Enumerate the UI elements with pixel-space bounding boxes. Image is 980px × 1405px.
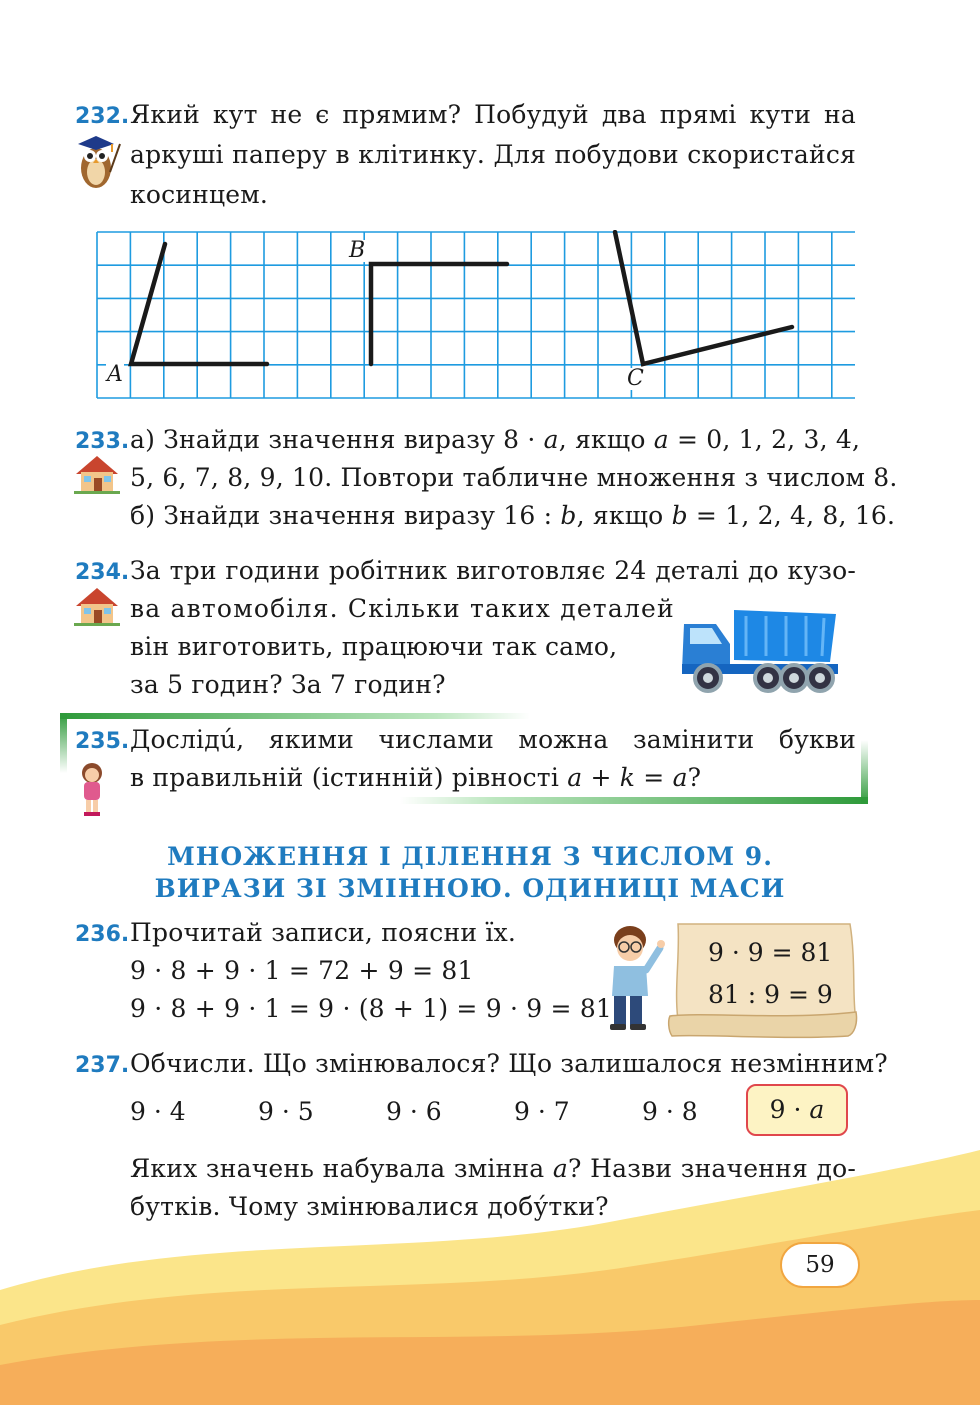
house-icon <box>74 586 120 626</box>
task-number: 235. <box>75 729 130 754</box>
task-232-line-1: Який кут не є прямим? Побудуй два прямі кути на <box>130 100 856 129</box>
task-number: 232. <box>75 104 130 129</box>
task-235-line-1: Дослідú, якими числами можна замінити букви <box>130 725 856 754</box>
angle-label-a: A <box>107 362 123 387</box>
angle-label-b: B <box>349 238 366 263</box>
expression-5: 9 · 8 <box>642 1097 698 1126</box>
frame-right-bar <box>861 740 868 804</box>
task-235-line-2: в правильній (істинній) рівності a + k = a? <box>130 763 702 792</box>
section-title-line-2: ВИРАЗИ ЗІ ЗМІННОЮ. ОДИНИЦІ МАСИ <box>154 874 786 903</box>
expression-4: 9 · 7 <box>514 1097 570 1126</box>
task-237-intro: Обчисли. Що змінювалося? Що залишалося незмінним? <box>130 1049 888 1078</box>
task-237-question-2: бутків. Чому змінювалися добу́тки? <box>130 1192 609 1221</box>
task-234-line-4: за 5 годин? За 7 годин? <box>130 670 446 699</box>
expression-3: 9 · 6 <box>386 1097 442 1126</box>
section-title-line-1: МНОЖЕННЯ І ДІЛЕННЯ З ЧИСЛОМ 9. <box>167 842 773 871</box>
scroll-line-1: 9 · 9 = 81 <box>708 938 833 967</box>
owl-teacher-icon <box>72 132 122 192</box>
task-number: 233. <box>75 429 130 454</box>
task-232-line-2: аркуші паперу в клітинку. Для побудови скористайся <box>130 140 856 169</box>
task-233-line-3: б) Знайди значення виразу 16 : b, якщо b = 1, 2, 4, 8, 16. <box>130 501 896 530</box>
house-icon <box>74 454 120 494</box>
boy-pointing-icon <box>600 922 668 1034</box>
frame-top-bar <box>60 713 530 719</box>
task-234-line-1: За три години робітник виготовляє 24 деталі до кузо- <box>130 556 856 585</box>
highlighted-expression-box: 9 · a <box>746 1084 848 1136</box>
task-number: 234. <box>75 560 130 585</box>
task-236-line-1: Прочитай записи, поясни їх. <box>130 918 517 947</box>
angle-a-lines <box>131 244 267 364</box>
frame-bottom-bar <box>400 797 868 804</box>
dump-truck-icon <box>676 594 840 698</box>
expression-1: 9 · 4 <box>130 1097 186 1126</box>
angles-grid-figure <box>95 230 857 400</box>
task-232-line-3: косинцем. <box>130 180 269 209</box>
task-number: 236. <box>75 922 130 947</box>
page-number: 59 <box>780 1242 860 1288</box>
task-234-line-3: він виготовить, працюючи так само, <box>130 632 618 661</box>
frame-left-bar <box>60 713 67 773</box>
task-234-line-2: ва автомобіля. Скільки таких деталей <box>130 594 675 623</box>
angle-b-lines <box>371 264 507 364</box>
task-233-line-1: а) Знайди значення виразу 8 · a, якщо a = 0, 1, 2, 3, 4, <box>130 425 861 454</box>
girl-icon <box>76 762 108 818</box>
task-236-line-2: 9 · 8 + 9 · 1 = 72 + 9 = 81 <box>130 956 474 985</box>
task-number: 237. <box>75 1053 130 1078</box>
angle-label-c: C <box>627 366 644 391</box>
task-237-question-1: Яких значень набувала змінна a? Назви значення до- <box>130 1154 856 1183</box>
scroll-line-2: 81 : 9 = 9 <box>708 980 833 1009</box>
expression-2: 9 · 5 <box>258 1097 314 1126</box>
task-236-line-3: 9 · 8 + 9 · 1 = 9 · (8 + 1) = 9 · 9 = 81 <box>130 994 613 1023</box>
task-233-line-2: 5, 6, 7, 8, 9, 10. Повтори табличне множення з числом 8. <box>130 463 898 492</box>
